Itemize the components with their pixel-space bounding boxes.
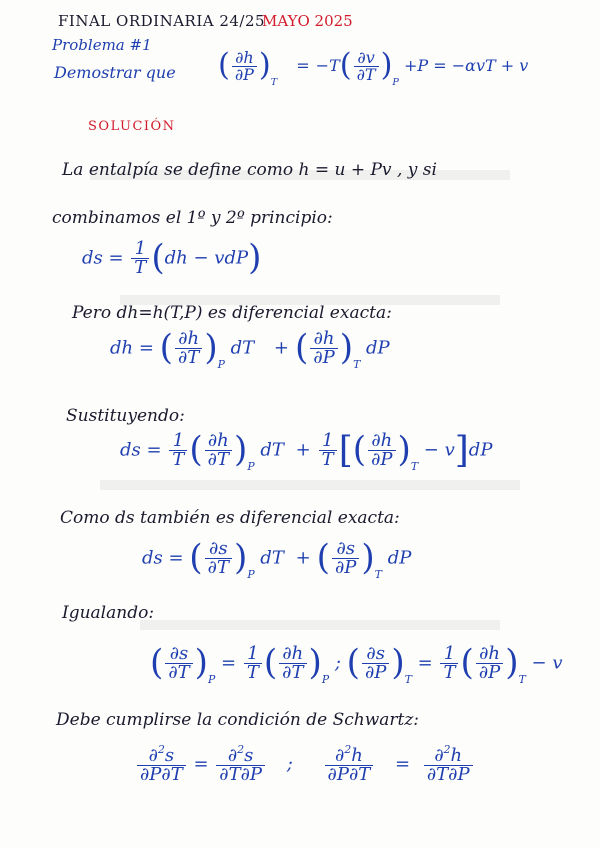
- text-line-8: Como ds también es diferencial exacta:: [60, 508, 400, 528]
- statement-prefix: Demostrar que: [54, 63, 176, 82]
- text-line-4: Pero dh=h(T,P) es diferencial exacta:: [72, 303, 392, 323]
- text-line-12: Debe cumplirse la condición de Schwartz:: [56, 710, 420, 730]
- equation-equate: ( $\frac{\partial s}{\partial T}$ )P = $\frac{1}{T}$ ( $\frac{\partial h}{\partial T}$ )P ; ( $\frac{\partial s}{\partial P}$ )T = $\frac{1}{T}$ ( $\frac{\partial h}{\partial P}$ )T − v: [150, 643, 563, 686]
- text-line-1: La entalpía se define como h = u + Pv , y si: [62, 160, 437, 180]
- equation-dh: dh = ( $\frac{\partial h}{\partial T}$ )P dT + ( $\frac{\partial h}{\partial P}$ )T dP: [110, 328, 390, 371]
- exam-date: MAYO 2025: [262, 12, 353, 30]
- statement-rhs: +P = −αvT + v: [403, 56, 529, 75]
- problem-label: Problema #1: [52, 36, 152, 54]
- text-line-10: Igualando:: [62, 603, 155, 623]
- equation-ds-3: ds = ( $\frac{\partial s}{\partial T}$ )P dT + ( $\frac{\partial s}{\partial P}$ )T dP: [142, 538, 412, 581]
- exam-title: FINAL ORDINARIA 24/25: [58, 12, 266, 30]
- equation-schwartz: $\frac{\partial^2s}{\partial P\partial T}$ = $\frac{\partial^2s}{\partial T\partial P}$ ; $\frac{\partial^2h}{\partial P\partial T}$ = $\frac{\partial^2h}{\partial T\partial P}$: [135, 745, 475, 784]
- solution-heading: SOLUCIÓN: [88, 119, 176, 134]
- equation-ds-1: ds = $\frac{1}{T}$ (dh − vdP): [82, 238, 262, 279]
- equation-ds-2: ds = $\frac{1}{T}$ ( $\frac{\partial h}{\partial T}$ )P dT + $\frac{1}{T}$ [( $\frac{\partial h}{\partial P}$ )T − v]dP: [120, 429, 493, 473]
- text-line-2: combinamos el 1º y 2º principio:: [52, 208, 333, 228]
- statement-equation: ( $\frac{\partial h}{\partial P}$ )T = −T( $\frac{\partial v}{\partial T}$ )P +P = −αvT + v: [218, 48, 529, 88]
- text-line-6: Sustituyendo:: [66, 406, 185, 426]
